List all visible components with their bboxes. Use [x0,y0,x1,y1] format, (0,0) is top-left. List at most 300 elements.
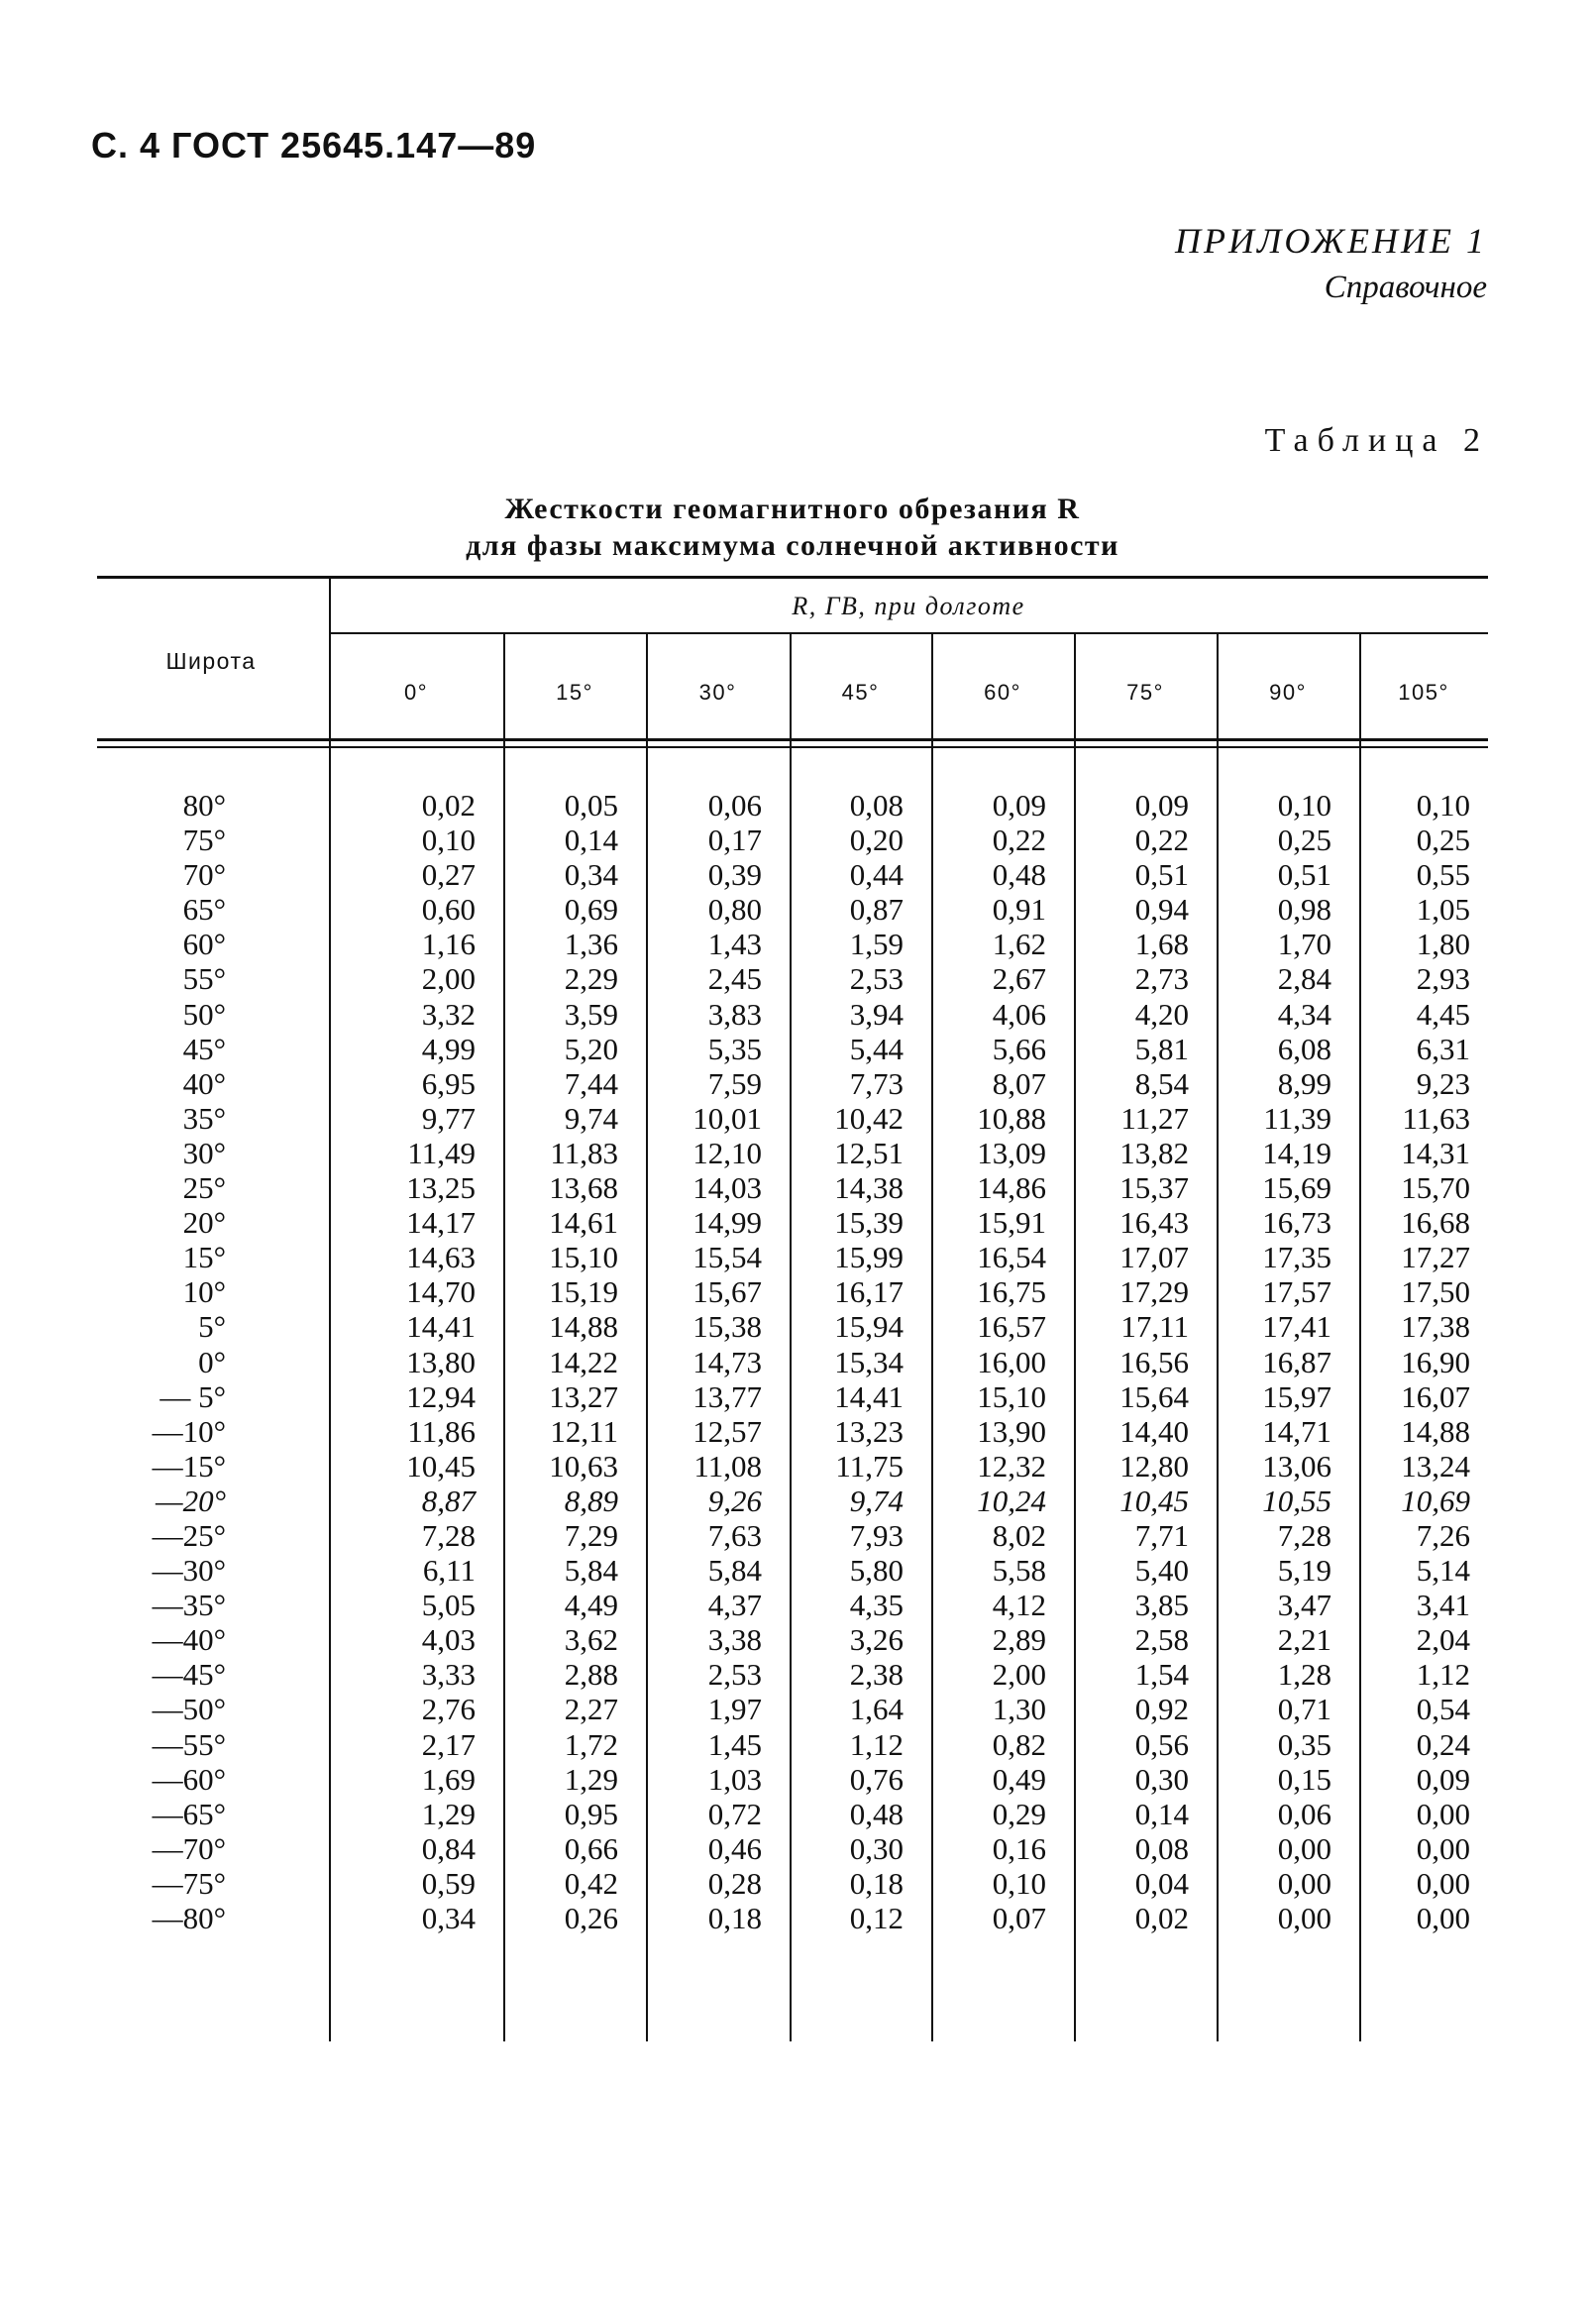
value-cell: 11,86 [407,1413,476,1449]
table-row [97,997,1488,1032]
value-cell: 7,73 [849,1065,904,1101]
value-cell: 15,69 [1262,1170,1331,1206]
table-row [97,1797,1488,1831]
latitude-cell: 80° [182,788,226,823]
latitude-cell: 70° [182,857,226,893]
value-cell: 1,03 [707,1761,762,1797]
value-cell: 2,84 [1277,961,1331,997]
value-cell: 0,34 [421,1901,476,1935]
value-cell: 14,99 [692,1205,762,1241]
value-cell: 0,25 [1277,823,1331,858]
latitude-spacer [226,927,329,961]
value-cell: 14,61 [549,1205,618,1241]
value-cell: 5,40 [1134,1553,1189,1589]
value-cell: 8,99 [1277,1065,1331,1101]
value-cell: 16,00 [977,1344,1046,1379]
value-cell: 0,98 [1277,892,1331,928]
table-row [97,788,1488,823]
value-cell: 13,90 [977,1413,1046,1449]
value-cell: 4,12 [992,1588,1046,1623]
value-cell: 14,22 [549,1344,618,1379]
value-cell: 16,07 [1401,1378,1470,1414]
value-cell: 13,82 [1119,1135,1189,1170]
table-row [97,1727,1488,1762]
value-cell: 13,27 [549,1378,618,1414]
latitude-spacer [226,1379,329,1414]
value-cell: 0,51 [1134,857,1189,893]
value-cell: 15,97 [1262,1378,1331,1414]
value-cell: 0,18 [849,1865,904,1901]
value-cell: 0,55 [1416,857,1470,893]
value-cell: 3,83 [707,996,762,1032]
table-row [97,1553,1488,1588]
table-row [97,1588,1488,1622]
value-cell: 0,12 [849,1901,904,1935]
value-cell: 0,66 [564,1830,618,1866]
table-row [97,892,1488,927]
latitude-column-header: Широта [165,648,257,674]
table-row [97,1414,1488,1449]
value-cell: 4,45 [1416,996,1470,1032]
table-row [97,1032,1488,1066]
value-cell: 3,47 [1277,1588,1331,1623]
value-cell: 11,49 [407,1135,476,1170]
value-cell: 0,29 [992,1796,1046,1831]
value-cell: 12,11 [550,1413,618,1449]
latitude-cell: —20° [156,1483,226,1518]
latitude-cell: 30° [182,1135,226,1170]
value-cell: 0,69 [564,892,618,928]
latitude-cell: — 5° [160,1378,226,1414]
value-cell: 1,29 [421,1796,476,1831]
latitude-cell: —50° [152,1692,226,1727]
value-cell: 2,58 [1134,1622,1189,1658]
value-cell: 2,45 [707,961,762,997]
appendix-title: ПРИЛОЖЕНИЕ 1 [1175,221,1487,261]
value-cell: 0,04 [1134,1865,1189,1901]
value-cell: 3,38 [707,1622,762,1658]
latitude-spacer [226,1518,329,1553]
value-cell: 10,42 [834,1100,904,1136]
value-cell: 2,93 [1416,961,1470,997]
latitude-spacer [226,788,329,823]
value-cell: 7,44 [564,1065,618,1101]
table-number-label: Таблица 2 [1264,422,1489,459]
table-row [97,1866,1488,1901]
latitude-spacer [226,1205,329,1240]
latitude-cell: —35° [152,1588,226,1623]
table-row [97,1692,1488,1726]
value-cell: 0,92 [1134,1692,1189,1727]
value-cell: 7,63 [707,1517,762,1553]
value-cell: 0,42 [564,1865,618,1901]
table-row [97,1901,1488,1935]
value-cell: 15,91 [977,1205,1046,1241]
latitude-cell: —60° [152,1761,226,1797]
value-cell: 7,28 [421,1517,476,1553]
value-cell: 15,10 [549,1240,618,1275]
value-cell: 5,35 [707,1031,762,1066]
value-cell: 0,22 [1134,823,1189,858]
latitude-cell: 45° [182,1031,226,1066]
value-cell: 4,03 [421,1622,476,1658]
value-cell: 4,99 [421,1031,476,1066]
latitude-cell: —40° [152,1622,226,1658]
value-cell: 14,19 [1262,1135,1331,1170]
value-cell: 0,56 [1134,1726,1189,1762]
value-cell: 17,29 [1119,1274,1189,1310]
value-cell: 11,83 [550,1135,618,1170]
value-cell: 1,29 [564,1761,618,1797]
value-cell: 0,02 [421,788,476,823]
table-row [97,1518,1488,1553]
table-row [97,823,1488,857]
value-cell: 13,77 [692,1378,762,1414]
longitude-header: 15° [556,680,593,705]
value-cell: 0,17 [707,823,762,858]
table-row [97,857,1488,892]
value-cell: 5,81 [1134,1031,1189,1066]
value-cell: 16,90 [1401,1344,1470,1379]
value-cell: 0,91 [992,892,1046,928]
value-cell: 14,63 [406,1240,476,1275]
value-cell: 0,06 [1277,1796,1331,1831]
value-cell: 13,68 [549,1170,618,1206]
value-cell: 11,27 [1120,1100,1189,1136]
value-cell: 2,76 [421,1692,476,1727]
value-cell: 15,39 [834,1205,904,1241]
value-cell: 0,84 [421,1830,476,1866]
value-cell: 8,02 [992,1517,1046,1553]
latitude-spacer [226,1692,329,1726]
latitude-cell: —45° [152,1657,226,1693]
table-row [97,1379,1488,1414]
value-cell: 14,86 [977,1170,1046,1206]
longitude-header: 45° [841,680,880,705]
latitude-spacer [226,1449,329,1484]
value-cell: 0,95 [564,1796,618,1831]
value-cell: 15,54 [692,1240,762,1275]
value-cell: 0,46 [707,1830,762,1866]
value-cell: 14,88 [1401,1413,1470,1449]
table-row [97,1484,1488,1518]
value-cell: 8,87 [421,1483,476,1518]
value-cell: 2,88 [564,1657,618,1693]
value-cell: 12,32 [977,1448,1046,1484]
value-cell: 1,70 [1277,927,1331,962]
table-caption-line-2: для фазы максимума солнечной активности [466,529,1119,562]
value-cell: 0,10 [992,1865,1046,1901]
value-cell: 4,49 [564,1588,618,1623]
value-cell: 14,40 [1119,1413,1189,1449]
value-cell: 16,75 [977,1274,1046,1310]
value-cell: 17,50 [1401,1274,1470,1310]
latitude-spacer [226,1797,329,1831]
table-row [97,1831,1488,1866]
value-cell: 5,19 [1277,1553,1331,1589]
value-cell: 2,73 [1134,961,1189,997]
value-cell: 2,53 [849,961,904,997]
value-cell: 17,27 [1401,1240,1470,1275]
value-cell: 0,25 [1416,823,1470,858]
table-row [97,1066,1488,1101]
value-cell: 13,24 [1401,1448,1470,1484]
latitude-spacer [226,1170,329,1205]
latitude-spacer [226,1032,329,1066]
latitude-cell: 25° [182,1170,226,1206]
latitude-cell: 20° [182,1205,226,1241]
value-cell: 2,38 [849,1657,904,1693]
value-cell: 15,19 [549,1274,618,1310]
value-cell: 2,00 [421,961,476,997]
latitude-cell: —70° [152,1830,226,1866]
value-cell: 9,26 [707,1483,762,1518]
value-cell: 17,57 [1262,1274,1331,1310]
table-row [97,1309,1488,1344]
longitude-header: 60° [984,680,1021,705]
value-cell: 5,66 [992,1031,1046,1066]
value-cell: 0,14 [1134,1796,1189,1831]
value-cell: 2,00 [992,1657,1046,1693]
longitude-header: 30° [698,680,737,705]
value-cell: 15,38 [692,1309,762,1345]
latitude-cell: —80° [152,1901,226,1935]
value-cell: 10,45 [406,1448,476,1484]
value-cell: 5,80 [849,1553,904,1589]
value-cell: 15,70 [1401,1170,1470,1206]
value-cell: 1,69 [421,1761,476,1797]
value-cell: 0,00 [1416,1865,1470,1901]
value-cell: 14,71 [1262,1413,1331,1449]
value-cell: 6,08 [1277,1031,1331,1066]
value-cell: 12,94 [406,1378,476,1414]
value-cell: 1,80 [1416,927,1470,962]
appendix-subtitle: Справочное [1324,270,1487,305]
latitude-spacer [226,1414,329,1449]
table-row [97,1657,1488,1692]
value-cell: 0,80 [707,892,762,928]
value-cell: 16,57 [977,1309,1046,1345]
value-cell: 0,94 [1134,892,1189,928]
latitude-cell: 15° [182,1240,226,1275]
value-cell: 8,89 [564,1483,618,1518]
value-cell: 0,00 [1416,1830,1470,1866]
latitude-spacer [226,823,329,857]
table-row [97,1101,1488,1136]
value-cell: 0,27 [421,857,476,893]
latitude-spacer [226,1274,329,1309]
value-cell: 7,71 [1134,1517,1189,1553]
value-cell: 0,82 [992,1726,1046,1762]
value-cell: 14,17 [406,1205,476,1241]
value-cell: 2,04 [1416,1622,1470,1658]
table-row [97,927,1488,961]
value-cell: 17,35 [1262,1240,1331,1275]
value-cell: 1,16 [421,927,476,962]
value-cell: 5,14 [1416,1553,1470,1589]
table-top-rule [97,576,1488,579]
value-cell: 3,85 [1134,1588,1189,1623]
latitude-spacer [226,1831,329,1866]
value-cell: 2,67 [992,961,1046,997]
value-cell: 13,25 [406,1170,476,1206]
value-cell: 9,74 [849,1483,904,1518]
value-cell: 15,10 [977,1378,1046,1414]
value-cell: 11,08 [693,1448,762,1484]
value-cell: 12,80 [1119,1448,1189,1484]
latitude-spacer [226,1553,329,1588]
value-cell: 17,11 [1120,1309,1189,1345]
latitude-spacer [226,1136,329,1170]
value-cell: 14,88 [549,1309,618,1345]
latitude-cell: —55° [152,1726,226,1762]
longitude-group-header-text: R, ГВ, при долготе [792,592,1025,620]
value-cell: 16,68 [1401,1205,1470,1241]
value-cell: 3,94 [849,996,904,1032]
value-cell: 14,73 [692,1344,762,1379]
value-cell: 15,37 [1119,1170,1189,1206]
latitude-cell: 0° [198,1344,226,1379]
value-cell: 10,24 [977,1483,1046,1518]
value-cell: 15,34 [834,1344,904,1379]
latitude-cell: —30° [152,1553,226,1589]
value-cell: 11,63 [1402,1100,1470,1136]
value-cell: 0,08 [849,788,904,823]
latitude-cell: 65° [182,892,226,928]
value-cell: 12,51 [834,1135,904,1170]
latitude-cell: 75° [182,823,226,858]
latitude-cell: —65° [152,1796,226,1831]
value-cell: 0,20 [849,823,904,858]
table-row [97,1240,1488,1274]
latitude-cell: 55° [182,961,226,997]
value-cell: 2,21 [1277,1622,1331,1658]
value-cell: 5,05 [421,1588,476,1623]
latitude-spacer [226,1901,329,1935]
value-cell: 13,09 [977,1135,1046,1170]
value-cell: 2,27 [564,1692,618,1727]
value-cell: 5,20 [564,1031,618,1066]
latitude-cell: 35° [182,1100,226,1136]
value-cell: 5,84 [707,1553,762,1589]
table-row [97,1274,1488,1309]
value-cell: 0,76 [849,1761,904,1797]
value-cell: 0,51 [1277,857,1331,893]
value-cell: 0,24 [1416,1726,1470,1762]
value-cell: 4,20 [1134,996,1189,1032]
value-cell: 1,28 [1277,1657,1331,1693]
header-bottom-rule-1 [97,738,1488,741]
value-cell: 15,94 [834,1309,904,1345]
value-cell: 5,84 [564,1553,618,1589]
value-cell: 7,93 [849,1517,904,1553]
value-cell: 17,41 [1262,1309,1331,1345]
value-cell: 1,12 [1416,1657,1470,1693]
latitude-cell: 5° [198,1309,226,1345]
latitude-spacer [226,1240,329,1274]
value-cell: 0,44 [849,857,904,893]
value-cell: 1,62 [992,927,1046,962]
value-cell: 10,45 [1119,1483,1189,1518]
value-cell: 0,05 [564,788,618,823]
longitude-header: 105° [1398,680,1449,705]
value-cell: 0,09 [992,788,1046,823]
value-cell: 14,41 [406,1309,476,1345]
table-row [97,1622,1488,1657]
table-row [97,1762,1488,1797]
value-cell: 0,07 [992,1901,1046,1935]
value-cell: 13,80 [406,1344,476,1379]
value-cell: 16,73 [1262,1205,1331,1241]
table-row [97,1205,1488,1240]
value-cell: 16,87 [1262,1344,1331,1379]
value-cell: 3,41 [1416,1588,1470,1623]
latitude-spacer [226,961,329,996]
value-cell: 7,59 [707,1065,762,1101]
value-cell: 3,59 [564,996,618,1032]
value-cell: 17,38 [1401,1309,1470,1345]
value-cell: 0,30 [1134,1761,1189,1797]
table-row [97,1449,1488,1484]
latitude-cell: 40° [182,1065,226,1101]
value-cell: 0,30 [849,1830,904,1866]
value-cell: 4,06 [992,996,1046,1032]
value-cell: 8,07 [992,1065,1046,1101]
value-cell: 0,34 [564,857,618,893]
table-row [97,1136,1488,1170]
value-cell: 0,26 [564,1901,618,1935]
value-cell: 1,97 [707,1692,762,1727]
value-cell: 10,63 [549,1448,618,1484]
latitude-spacer [226,1309,329,1344]
value-cell: 10,01 [692,1100,762,1136]
table-body [97,788,1488,1935]
value-cell: 0,54 [1416,1692,1470,1727]
latitude-spacer [226,1484,329,1518]
value-cell: 0,60 [421,892,476,928]
value-cell: 13,23 [834,1413,904,1449]
value-cell: 9,23 [1416,1065,1470,1101]
latitude-spacer [226,1588,329,1622]
value-cell: 14,38 [834,1170,904,1206]
value-cell: 0,18 [707,1901,762,1935]
value-cell: 7,26 [1416,1517,1470,1553]
latitude-spacer [226,1345,329,1379]
value-cell: 0,22 [992,823,1046,858]
latitude-cell: —25° [152,1517,226,1553]
value-cell: 0,72 [707,1796,762,1831]
value-cell: 0,48 [849,1796,904,1831]
value-cell: 1,05 [1416,892,1470,928]
latitude-spacer [226,1622,329,1657]
value-cell: 0,15 [1277,1761,1331,1797]
value-cell: 1,43 [707,927,762,962]
value-cell: 0,59 [421,1865,476,1901]
value-cell: 13,06 [1262,1448,1331,1484]
value-cell: 15,67 [692,1274,762,1310]
value-cell: 1,45 [707,1726,762,1762]
value-cell: 1,12 [849,1726,904,1762]
value-cell: 0,10 [1277,788,1331,823]
value-cell: 16,54 [977,1240,1046,1275]
value-cell: 8,54 [1134,1065,1189,1101]
latitude-spacer [226,1066,329,1101]
value-cell: 0,02 [1134,1901,1189,1935]
value-cell: 0,49 [992,1761,1046,1797]
longitude-header: 90° [1269,680,1307,705]
value-cell: 11,39 [1263,1100,1331,1136]
value-cell: 0,35 [1277,1726,1331,1762]
